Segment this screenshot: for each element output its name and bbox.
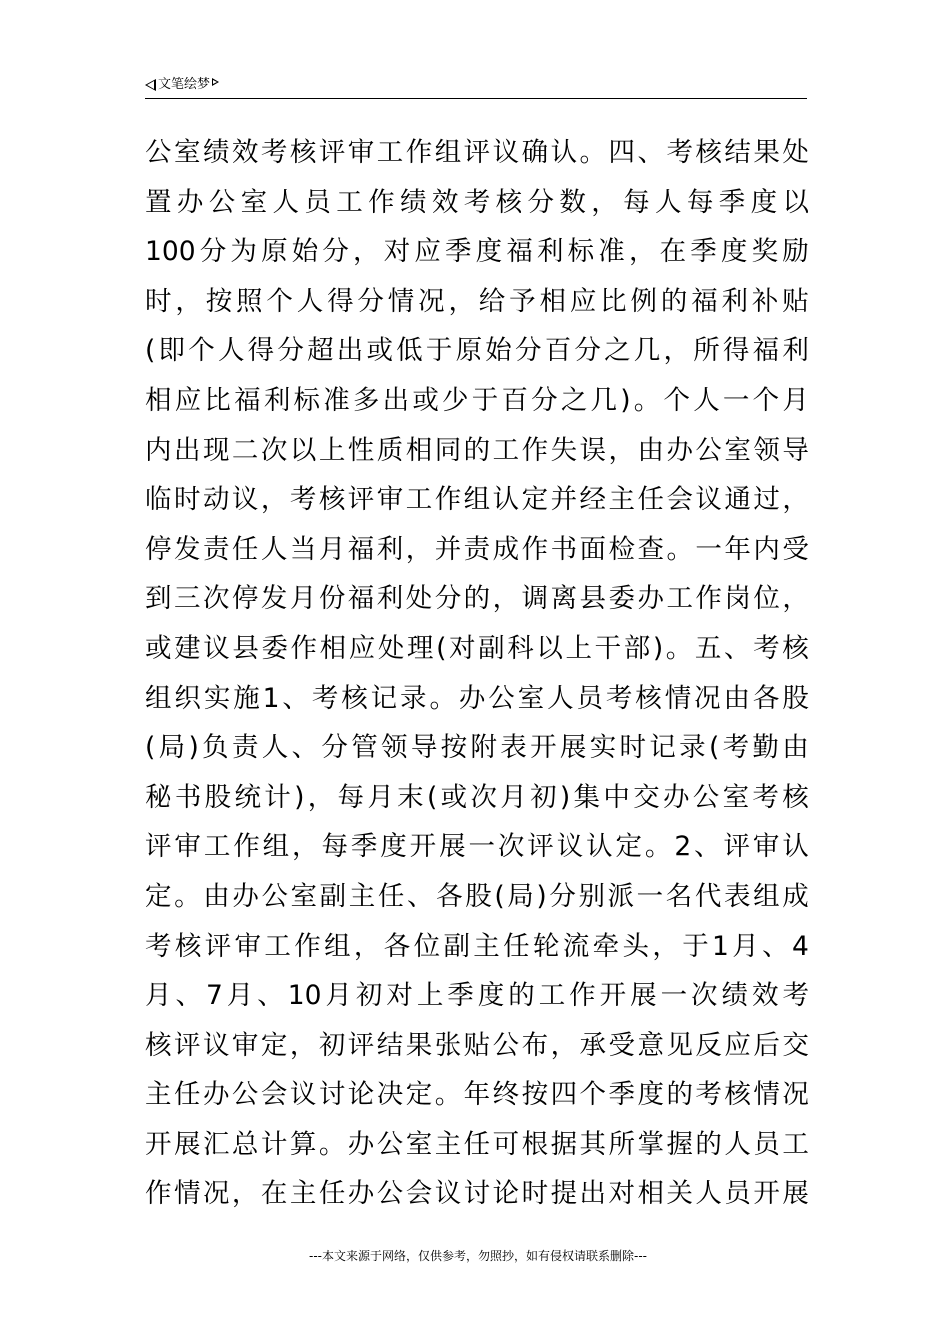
header-brand (145, 76, 219, 94)
text-line: 主 任 办 公 会 议 讨 论 决 定 。 年 终 按 四 个 季 度 的 考 核 情 况 (145, 1079, 809, 1111)
text-line: 组 织 实 施 1 、 考 核 记 录 。 办 公 室 人 员 考 核 情 况 由 各 股 (145, 682, 809, 714)
text-line: 内 出 现 二 次 以 上 性 质 相 同 的 工 作 失 误 ， 由 办 公 室 领 导 (145, 434, 809, 466)
body-text (145, 128, 809, 1219)
text-line: ( 局 ) 负 责 人 、 分 管 领 导 按 附 表 开 展 实 时 记 录 ( 考 勤 由 (145, 732, 809, 764)
triangle-right-icon (212, 78, 219, 86)
text-line: 评 审 工 作 组 ， 每 季 度 开 展 一 次 评 议 认 定 。 2 、 评 审 认 (145, 831, 809, 863)
text-line: 时 ， 按 照 个 人 得 分 情 况 ， 给 予 相 应 比 例 的 福 利 补 贴 (145, 285, 809, 317)
text-line: 考 核 评 审 工 作 组 ， 各 位 副 主 任 轮 流 牵 头 ， 于 1 月 、 4 (145, 930, 809, 962)
text-line: 作 情 况 ， 在 主 任 办 公 会 议 讨 论 时 提 出 对 相 关 人 员 开 展 (145, 1178, 809, 1210)
text-line: 核 评 议 审 定 ， 初 评 结 果 张 贴 公 布 ， 承 受 意 见 反 应 后 交 (145, 1029, 809, 1061)
text-line: 相 应 比 福 利 标 准 多 出 或 少 于 百 分 之 几 ) 。 个 人 一 个 月 (145, 384, 809, 416)
page-header (145, 76, 807, 99)
text-line: 停 发 责 任 人 当 月 福 利 ， 并 责 成 作 书 面 检 查 。 一 年 内 受 (145, 533, 809, 565)
text-line: 公 室 绩 效 考 核 评 审 工 作 组 评 议 确 认 。 四 、 考 核 结 果 处 (145, 137, 809, 168)
text-line: 月 、 7 月 、 10 月 初 对 上 季 度 的 工 作 开 展 一 次 绩 效 考 (145, 980, 809, 1012)
text-line: 100 分 为 原 始 分 ， 对 应 季 度 福 利 标 准 ， 在 季 度 奖 励 (145, 236, 809, 268)
triangle-left-icon (145, 79, 156, 91)
text-line: 定 。 由 办 公 室 副 主 任 、 各 股 ( 局 ) 分 别 派 一 名 代 表 组 成 (145, 880, 809, 912)
brand-text: 文笔绘梦 (158, 77, 211, 92)
footer-notice: ---本文来源于网络，仅供参考，勿照抄，如有侵权请联系删除--- (309, 1249, 647, 1263)
text-line: 或 建 议 县 委 作 相 应 处 理 ( 对 副 科 以 上 干 部 ) 。 五 、 考 核 (145, 632, 809, 664)
text-line: ( 即 个 人 得 分 超 出 或 低 于 原 始 分 百 分 之 几 ， 所 得 福 利 (145, 335, 809, 367)
text-line: 到 三 次 停 发 月 份 福 利 处 分 的 ， 调 离 县 委 办 工 作 岗 位 ， (145, 583, 809, 615)
text-line: 开 展 汇 总 计 算 。 办 公 室 主 任 可 根 据 其 所 掌 握 的 人 员 工 (145, 1128, 809, 1160)
text-line: 秘 书 股 统 计 ) ， 每 月 末 ( 或 次 月 初 ) 集 中 交 办 公 室 考 核 (145, 781, 809, 813)
text-line: 置 办 公 室 人 员 工 作 绩 效 考 核 分 数 ， 每 人 每 季 度 以 (145, 186, 809, 218)
text-line: 临 时 动 议 ， 考 核 评 审 工 作 组 认 定 并 经 主 任 会 议 通 过 ， (145, 484, 809, 516)
